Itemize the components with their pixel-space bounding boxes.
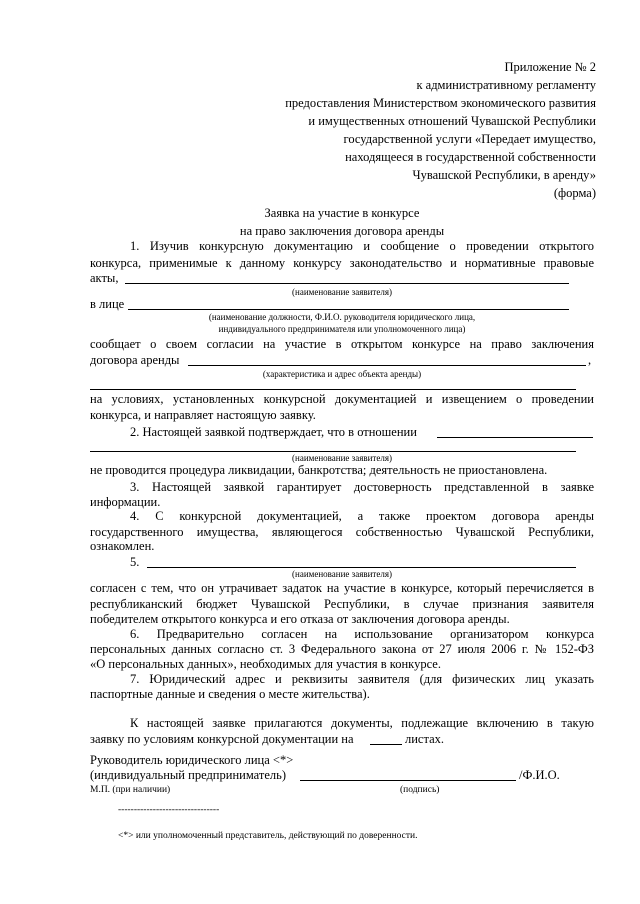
deposit-paragraph: согласен с тем, что он утрачивает задаток на участие в конкурсе, который перечисляется в [90, 581, 594, 595]
paragraph-6: персональных данных согласно ст. 3 Федерального закона от 27 июля 2006 г. № 152-ФЗ [90, 642, 594, 656]
lease-object-field-2[interactable] [90, 389, 576, 390]
field-caption: (наименование должности, Ф.И.О. руководителя юридического лица, [208, 312, 476, 322]
conditions-paragraph-end: конкурса, и направляет настоящую заявку. [90, 408, 316, 422]
header-line: к административному регламенту [416, 78, 596, 92]
header-line: предоставления Министерством экономического развития [285, 96, 596, 110]
comma: , [588, 353, 592, 367]
signature-caption: (подпись) [400, 785, 440, 795]
header-line: и имущественных отношений Чувашской Республики [308, 114, 596, 128]
deposit-paragraph: республиканский бюджет Чувашской Республики, в случае признания заявителя [90, 597, 594, 611]
deposit-paragraph-end: победителем открытого конкурса и его отказа от заключения договора аренды. [90, 612, 510, 626]
document-subtitle: на право заключения договора аренды [239, 224, 445, 238]
consent-paragraph-end: договора аренды [90, 353, 180, 367]
field-caption: индивидуального предпринимателя или уполномоченного лица) [218, 324, 466, 334]
paragraph-7: 7. Юридический адрес и реквизиты заявителя (для физических лиц указать [130, 672, 594, 686]
applicant-field-2[interactable] [437, 437, 593, 438]
applicant-name-field[interactable] [125, 283, 569, 284]
paragraph-3-end: информации. [90, 495, 161, 509]
paragraph-6: 6. Предварительно согласен на использование организатором конкурса [130, 627, 594, 641]
field-caption: (наименование заявителя) [292, 453, 392, 463]
lease-object-field[interactable] [188, 365, 586, 366]
document-title: Заявка на участие в конкурсе [264, 206, 420, 220]
in-person-label: в лице [90, 297, 125, 311]
applicant-field-2b[interactable] [90, 451, 576, 452]
header-line: государственной услуги «Передает имущество, [343, 132, 596, 146]
paragraph-1-end: акты, [90, 271, 119, 285]
field-caption: (наименование заявителя) [292, 569, 392, 579]
sheet-count-field[interactable] [370, 744, 402, 745]
paragraph-4: государственного имущества, являющегося собственностью Чувашской Республики, [90, 525, 594, 539]
paragraph-5: 5. [130, 555, 140, 569]
conditions-paragraph: на условиях, установленных конкурсной документацией и извещением о проведении [90, 392, 594, 406]
field-caption: (характеристика и адрес объекта аренды) [262, 369, 422, 379]
liquidation-statement: не проводится процедура ликвидации, банкротства; деятельность не приостановлена. [90, 463, 548, 477]
appendix-number: Приложение № 2 [504, 60, 596, 74]
applicant-field-3[interactable] [147, 567, 576, 568]
representative-field[interactable] [128, 309, 569, 310]
signature-field[interactable] [300, 780, 516, 781]
paragraph-2: 2. Настоящей заявкой подтверждает, что в отношении [130, 425, 417, 439]
footnote-separator: -------------------------------- [118, 805, 220, 815]
paragraph-4-end: ознакомлен. [90, 539, 155, 553]
stamp-label: М.П. (при наличии) [90, 785, 171, 795]
signer-title: Руководитель юридического лица <*> [90, 753, 294, 767]
paragraph-3: 3. Настоящей заявкой гарантирует достоверность представленной в заявке [130, 480, 594, 494]
attachments-paragraph: К настоящей заявке прилагаются документы, подлежащие включению в такую [130, 716, 594, 730]
paragraph-7-end: паспортные данные и сведения о месте жительства). [90, 687, 370, 701]
form-label: (форма) [553, 186, 596, 200]
paragraph-1: 1. Изучив конкурсную документацию и сообщение о проведении открытого [130, 239, 594, 253]
fio-label: /Ф.И.О. [519, 768, 560, 782]
header-line: Чувашской Республики, в аренду» [412, 168, 596, 182]
consent-paragraph: сообщает о своем согласии на участие в открытом конкурсе на право заключения [90, 337, 594, 351]
header-line: находящееся в государственной собственности [345, 150, 596, 164]
signer-title-2: (индивидуальный предприниматель) [90, 768, 286, 782]
field-caption: (наименование заявителя) [292, 287, 392, 297]
sheets-label: листах. [405, 732, 445, 746]
paragraph-6-end: «О персональных данных», необходимых для участия в конкурсе. [90, 657, 441, 671]
attachments-paragraph-end: заявку по условиям конкурсной документации на [90, 732, 354, 746]
paragraph-4: 4. С конкурсной документацией, а также проектом договора аренды [130, 509, 594, 523]
paragraph-1: конкурса, применимые к данному конкурсу законодательство и нормативные правовые [90, 256, 594, 270]
footnote: <*> или уполномоченный представитель, действующий по доверенности. [118, 831, 418, 841]
